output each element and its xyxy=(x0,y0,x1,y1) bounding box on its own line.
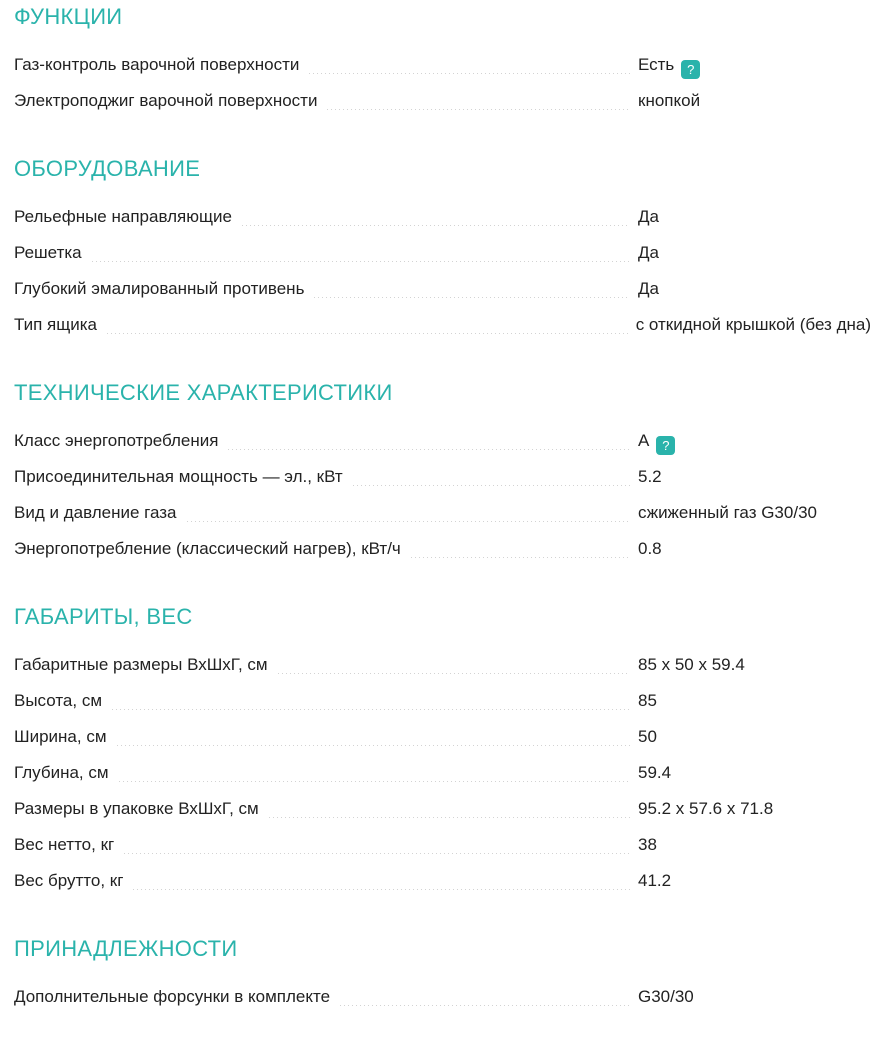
dotted-leader xyxy=(228,436,630,450)
dotted-leader xyxy=(278,660,630,674)
spec-value xyxy=(638,799,871,819)
help-icon[interactable]: ? xyxy=(656,436,675,455)
spec-row xyxy=(14,763,871,799)
section-rows xyxy=(14,55,871,127)
spec-value xyxy=(638,691,871,711)
spec-label: Размеры в упаковке ВхШхГ, см xyxy=(14,799,259,818)
spec-value xyxy=(638,503,871,523)
spec-label: Ширина, см xyxy=(14,727,107,746)
spec-row xyxy=(14,279,871,315)
spec-row xyxy=(14,503,871,539)
dotted-leader xyxy=(107,320,628,334)
spec-label: Вес брутто, кг xyxy=(14,871,124,890)
spec-row xyxy=(14,55,871,91)
spec-value-text: 59.4 xyxy=(638,763,672,782)
spec-value xyxy=(638,763,871,783)
dotted-leader xyxy=(411,544,630,558)
spec-value xyxy=(638,835,871,855)
spec-value-text: Да xyxy=(638,279,659,298)
dotted-leader xyxy=(314,284,630,298)
spec-label: Габаритные размеры ВхШхГ, см xyxy=(14,655,268,674)
spec-row xyxy=(14,315,871,351)
help-icon[interactable]: ? xyxy=(681,60,700,79)
section-rows xyxy=(14,431,871,575)
spec-row xyxy=(14,91,871,127)
spec-label: Энергопотребление (классический нагрев), кВт/ч xyxy=(14,539,401,558)
spec-label: Глубина, см xyxy=(14,763,109,782)
spec-value xyxy=(638,207,871,227)
spec-value xyxy=(638,243,871,263)
spec-value-text: 85 x 50 x 59.4 xyxy=(638,655,745,674)
dotted-leader xyxy=(117,732,630,746)
spec-row xyxy=(14,539,871,575)
spec-value-text: сжиженный газ G30/30 xyxy=(638,503,817,522)
spec-row xyxy=(14,243,871,279)
section-title: ГАБАРИТЫ, ВЕС xyxy=(14,604,193,629)
dotted-leader xyxy=(327,96,630,110)
spec-value xyxy=(638,55,871,79)
spec-row xyxy=(14,431,871,467)
spec-row xyxy=(14,727,871,763)
spec-value xyxy=(638,431,871,455)
dotted-leader xyxy=(124,840,630,854)
spec-value xyxy=(638,467,871,487)
spec-row xyxy=(14,871,871,907)
spec-value xyxy=(638,539,871,559)
dotted-leader xyxy=(119,768,630,782)
spec-value-text: 0.8 xyxy=(638,539,662,558)
spec-label: Электроподжиг варочной поверхности xyxy=(14,91,318,110)
spec-value xyxy=(638,987,871,1007)
spec-label: Рельефные направляющие xyxy=(14,207,232,226)
spec-row xyxy=(14,207,871,243)
spec-label: Глубокий эмалированный противень xyxy=(14,279,305,298)
spec-value-text: 5.2 xyxy=(638,467,662,486)
section-rows xyxy=(14,207,871,351)
dotted-leader xyxy=(242,212,630,226)
spec-row xyxy=(14,655,871,691)
spec-value-text: 41.2 xyxy=(638,871,672,890)
section-title: ТЕХНИЧЕСКИЕ ХАРАКТЕРИСТИКИ xyxy=(14,380,393,405)
spec-row xyxy=(14,799,871,835)
spec-value-text: Да xyxy=(638,207,659,226)
section-rows xyxy=(14,987,871,1023)
spec-value-text: Да xyxy=(638,243,659,262)
spec-value xyxy=(638,727,871,747)
dotted-leader xyxy=(92,248,630,262)
spec-value-text: 38 xyxy=(638,835,657,854)
spec-row xyxy=(14,467,871,503)
spec-value-text: Есть xyxy=(638,55,675,74)
spec-value xyxy=(638,871,871,891)
dotted-leader xyxy=(112,696,630,710)
dotted-leader xyxy=(309,60,630,74)
spec-section xyxy=(14,5,871,127)
spec-value xyxy=(638,279,871,299)
section-title: ОБОРУДОВАНИЕ xyxy=(14,156,201,181)
spec-section xyxy=(14,381,871,575)
spec-row xyxy=(14,987,871,1023)
dotted-leader xyxy=(353,472,630,486)
spec-value-text: A xyxy=(638,431,650,450)
spec-value-text: 85 xyxy=(638,691,657,710)
spec-value xyxy=(638,655,871,675)
spec-label: Вес нетто, кг xyxy=(14,835,115,854)
spec-label: Тип ящика xyxy=(14,315,98,334)
section-title: ПРИНАДЛЕЖНОСТИ xyxy=(14,936,238,961)
spec-section xyxy=(14,157,871,351)
spec-label: Класс энергопотребления xyxy=(14,431,219,450)
spec-label: Вид и давление газа xyxy=(14,503,177,522)
spec-value-text: G30/30 xyxy=(638,987,694,1006)
spec-label: Присоединительная мощность — эл., кВт xyxy=(14,467,343,486)
dotted-leader xyxy=(133,876,630,890)
section-title: ФУНКЦИИ xyxy=(14,4,123,29)
spec-label: Высота, см xyxy=(14,691,103,710)
dotted-leader xyxy=(340,992,630,1006)
spec-section xyxy=(14,937,871,1023)
spec-label: Решетка xyxy=(14,243,82,262)
spec-value-text: кнопкой xyxy=(638,91,701,110)
spec-section xyxy=(14,605,871,907)
spec-value-text: 95.2 x 57.6 x 71.8 xyxy=(638,799,774,818)
spec-label: Газ-контроль варочной поверхности xyxy=(14,55,300,74)
dotted-leader xyxy=(187,508,631,522)
spec-value-text: 50 xyxy=(638,727,657,746)
section-rows xyxy=(14,655,871,907)
spec-label: Дополнительные форсунки в комплекте xyxy=(14,987,331,1006)
dotted-leader xyxy=(269,804,630,818)
spec-row xyxy=(14,835,871,871)
spec-row xyxy=(14,691,871,727)
spec-value xyxy=(636,315,871,335)
spec-value xyxy=(638,91,871,111)
spec-value-text: с откидной крышкой (без дна) xyxy=(635,315,871,334)
